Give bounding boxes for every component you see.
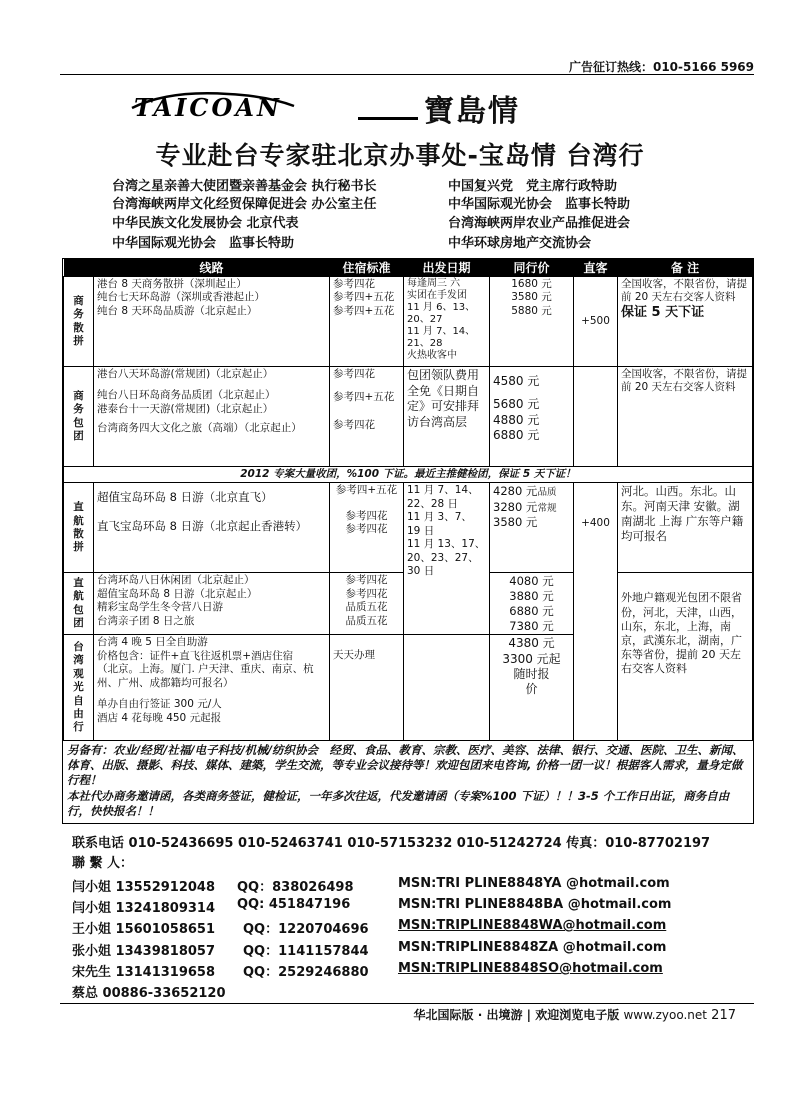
price-item: 4280 元品质: [493, 484, 557, 499]
contact-qq: QQ：1220704696: [243, 922, 369, 937]
table-row: [64, 483, 753, 573]
contact-name: 张小姐 13439818057: [72, 944, 216, 959]
route-item: 台湾商务四大文化之旅（高端）（北京起止）: [97, 422, 302, 435]
route-cell: [94, 277, 330, 367]
date-line: 19 日: [407, 524, 435, 537]
table-row: [64, 277, 753, 367]
contact-name: 闫小姐 13241809314: [72, 901, 216, 916]
route-item: 港台 8 天商务散拼（深圳起止）: [97, 278, 247, 290]
affiliation-right-2: 中华国际观光协会 监事长特助: [448, 197, 631, 212]
route-item: （北京。上海。厦门. 户天津、重庆、南京、杭州、广州、成都籍均可报名）: [97, 663, 314, 689]
price-item: 4080 元: [509, 574, 554, 589]
affiliation-right-1: 中国复兴党 党主席行政特助: [448, 179, 618, 194]
date-line: 22、28 日: [407, 497, 459, 510]
route-item: 超值宝岛环岛 8 日游（北京直飞）: [97, 490, 273, 505]
header-date: 出发日期: [404, 259, 490, 277]
hotel-item: 参考四花: [345, 587, 388, 600]
hotel-item: 参考四+五花: [333, 291, 395, 304]
hotel-item: 参考四花: [333, 278, 375, 290]
remark-cell: [618, 277, 753, 367]
hotel-cell: [330, 277, 404, 367]
category-direct-group: 直航散拼: [64, 483, 94, 573]
ad-hotline: 广告征订热线：010-5166 5969: [568, 60, 754, 74]
route-item: 价格包含：证件+直飞往返机票+酒店住宿: [97, 649, 294, 662]
category-business-private: 商务包团: [64, 367, 94, 467]
price-item: 随时报: [513, 667, 550, 682]
price-item: 3300 元起: [502, 651, 561, 666]
hotel-item: 参考四+五花: [335, 484, 398, 497]
footer-section: 华北国际版 · 出境游: [413, 1008, 523, 1022]
date-line: 实团在手发团: [407, 290, 467, 301]
route-item: 单办自由行签证 300 元/人: [97, 698, 222, 711]
hotel-cell: [330, 367, 404, 467]
date-line: 火热收客中: [407, 350, 457, 361]
contact-phones: 联系电话 010-52436695 010-52463741 010-57153232 010-51242724 传真：010-87702197: [72, 836, 711, 851]
route-cell: [94, 573, 330, 635]
date-line: 11 月 3、7、: [407, 511, 472, 524]
itinerary-box: [62, 258, 754, 824]
date-line: 11 月 13、17、: [407, 538, 486, 551]
contact-msn: MSN:TRIPLINE8848WA@hotmail.com: [398, 918, 667, 933]
footer-url: www.zyoo.net: [623, 1008, 707, 1022]
promo-note: 2012 专案大量收团，%100 下证。最近主推健检团，保证 5 天下证！: [64, 467, 753, 483]
route-item: 港泰台十一天游(常规团)（北京起止）: [97, 402, 274, 415]
category-direct-private: 直航包团: [64, 573, 94, 635]
hotel-item: 参考四+五花: [333, 391, 395, 404]
route-cell: [94, 635, 330, 741]
route-item: 酒店 4 花每晚 450 元起报: [97, 711, 222, 724]
hotel-item: 品质五花: [345, 614, 388, 627]
table-header-row: [64, 259, 753, 277]
hotel-cell: [330, 483, 404, 573]
hotel-cell: [330, 573, 404, 635]
footer-separator: |: [526, 1008, 532, 1022]
brand-title: 寶島情: [424, 94, 520, 129]
route-item: 台湾亲子团 8 日之旅: [97, 614, 195, 627]
remark-text: 全国收客，不限省份，请提前 20 天左右交客人资料: [621, 278, 747, 304]
page-number: 217: [711, 1008, 736, 1023]
hotel-cell: 天天办理: [330, 635, 404, 741]
date-line: 21、28: [407, 338, 443, 349]
date-line: 11 月 7、14、: [407, 484, 479, 497]
contact-qq: QQ：838026498: [237, 880, 354, 895]
route-item: 港台八天环岛游(常规团)（北京起止）: [97, 368, 274, 380]
route-item: 台湾环岛八日休闲团（北京起止）: [97, 574, 255, 587]
contact-msn: MSN:TRI PLINE8848YA @hotmail.com: [398, 876, 670, 891]
price-tag: 常规: [537, 502, 557, 514]
route-item: 直飞宝岛环岛 8 日游（北京起止香港转）: [97, 519, 308, 534]
services-text: 另备有：农业/经贸/社福/电子科技/机械/纺织协会 经贸、食品、教育、宗教、医疗、美容、法律、银行、交通、医院、卫生、新闻、体育、出版、摄影、科技、媒体、建築，学生交流，等专业会议接待等！欢迎包团来电咨询, 价格一团一议！根据客人需求，量身定做行程！: [67, 743, 744, 787]
contact-qq: QQ：1141157844: [243, 944, 369, 959]
date-line: 每逢周三 六: [407, 278, 461, 289]
logo-wordmark: TAICOAN: [134, 93, 282, 122]
hotel-item: 参考四+五花: [333, 304, 395, 317]
hotel-item: 参考四花: [333, 418, 375, 431]
date-line: 11 月 6、13、: [407, 302, 476, 313]
price-item: 4880 元: [493, 412, 540, 427]
price-item: 4580 元: [493, 374, 540, 388]
hotel-item: 参考四花: [333, 368, 375, 380]
category-free-travel: 台湾观光自由行: [64, 635, 94, 741]
affiliation-left-2: 台湾海峡两岸文化经贸保障促进会 办公室主任: [112, 197, 377, 212]
hotel-item: 参考四花: [345, 574, 388, 587]
itinerary-table: [63, 259, 753, 741]
price-item: 7380 元: [509, 618, 554, 633]
brand-rule: [358, 117, 418, 120]
price-item: 1680 元: [511, 278, 552, 290]
route-cell: [94, 483, 330, 573]
affiliation-right-3: 台湾海峡两岸农业产品推促进会: [448, 216, 631, 231]
header-direct: 直客: [574, 259, 618, 277]
affiliation-left-3: 中华民族文化发展协会 北京代表: [112, 216, 299, 231]
contact-label: 聯 繫 人：: [72, 856, 134, 871]
date-line: 11 月 7、14、: [407, 326, 476, 337]
date-cell: [404, 277, 490, 367]
price-item: 4380 元: [508, 636, 555, 651]
route-item: 台湾 4 晚 5 日全自助游: [97, 636, 208, 649]
date-line: 20、27: [407, 314, 443, 325]
price-tag: 品质: [537, 487, 557, 499]
price-cell: [490, 277, 574, 367]
contact-msn: MSN:TRI PLINE8848BA @hotmail.com: [398, 897, 672, 912]
hotel-item: 参考四花: [345, 523, 388, 536]
footer-rule: [60, 1003, 754, 1004]
table-row: [64, 467, 753, 483]
category-business-group: 商务散拼: [64, 277, 94, 367]
price-cell: [490, 573, 574, 635]
table-row: [64, 367, 753, 467]
date-cell: 包团领队费用全免《日期自定》可安排拜访台湾高层: [404, 367, 490, 467]
remark-highlight: 保证 5 天下证: [621, 304, 705, 320]
route-item: 精彩宝岛学生冬令营八日游: [97, 601, 223, 614]
route-item: 纯台 8 天环岛品质游（北京起止）: [97, 304, 258, 317]
price-item: 6880 元: [509, 603, 554, 618]
date-cell: [404, 483, 490, 635]
route-item: 纯台八日环岛商务品质团（北京起止）: [97, 389, 276, 402]
affiliation-right-4: 中华环球房地产交流协会: [448, 236, 592, 251]
header-remark: 备 注: [618, 259, 753, 277]
page-footer: [414, 1006, 736, 1023]
visa-service-text: 本社代办商务邀请函，各类商务签证，健检证，一年多次往返，代发邀请函（专案%100 下证）！！3-5 个工作日出证，商务自由行，快快报名！！: [67, 789, 730, 818]
header-price: 同行价: [490, 259, 574, 277]
contact-name: 王小姐 15601058651: [72, 922, 216, 937]
price-item: 3580 元: [511, 291, 552, 304]
route-cell: [94, 367, 330, 467]
affiliation-left-4: 中华国际观光协会 监事长特助: [112, 236, 295, 251]
footer-ebook: 欢迎浏览电子版: [535, 1008, 620, 1022]
price-item: 5680 元: [493, 397, 540, 412]
header-route: 线路: [94, 259, 330, 277]
contact-msn: MSN:TRIPLINE8848ZA @hotmail.com: [398, 940, 667, 955]
contact-msn: MSN:TRIPLINE8848SO@hotmail.com: [398, 961, 663, 976]
contact-boss: 蔡总 00886-33652120: [72, 986, 226, 1001]
contact-qq: QQ：2529246880: [243, 965, 369, 980]
date-line: 30 日: [407, 565, 435, 578]
direct-cell: +400: [574, 483, 618, 741]
date-line: 20、23、27、: [407, 551, 479, 564]
price-item: 5880 元: [511, 304, 552, 317]
header-hotel: 住宿标准: [330, 259, 404, 277]
price-item: 价: [525, 682, 538, 697]
route-item: 超值宝岛环岛 8 日游（北京起止）: [97, 587, 258, 600]
contact-name: 宋先生 13141319658: [72, 965, 216, 980]
hotel-item: 参考四花: [345, 509, 388, 522]
remark-cell: 河北。山西。东北。山东。河南天津 安徽。湖南湖北 上海 广东等户籍均可报名: [618, 483, 753, 573]
price-item: 3880 元: [509, 589, 554, 604]
price-cell: [490, 635, 574, 741]
hotel-item: 品质五花: [345, 601, 388, 614]
contact-qq: QQ: 451847196: [237, 897, 351, 912]
price-item: 3280 元常规: [493, 499, 557, 514]
taicoan-logo: [128, 86, 298, 122]
direct-cell: +500: [574, 277, 618, 367]
header-rule: [60, 74, 754, 75]
affiliation-left-1: 台湾之星亲善大使团暨亲善基金会 执行秘书长: [112, 179, 377, 194]
contact-name: 闫小姐 13552912048: [72, 880, 216, 895]
route-item: 纯台七天环岛游（深圳或香港起止）: [97, 291, 265, 304]
price-cell: [490, 367, 574, 467]
date-cell-empty: [404, 635, 490, 741]
price-item: 6880 元: [493, 428, 540, 443]
price-item: 3580 元: [493, 514, 538, 529]
direct-cell-empty: [574, 367, 618, 467]
remark-cell: 外地户籍观光包团不限省份，河北，天津，山西，山东，东北，上海，南京，武漢东北，湖南，广东等省份，提前 20 天左右交客人资料: [618, 573, 753, 741]
remark-cell: 全国收客，不限省份，请提前 20 天左右交客人资料: [618, 367, 753, 467]
headline: 专业赴台专家驻北京办事处-宝岛情 台湾行: [155, 141, 645, 170]
price-cell: [490, 483, 574, 573]
